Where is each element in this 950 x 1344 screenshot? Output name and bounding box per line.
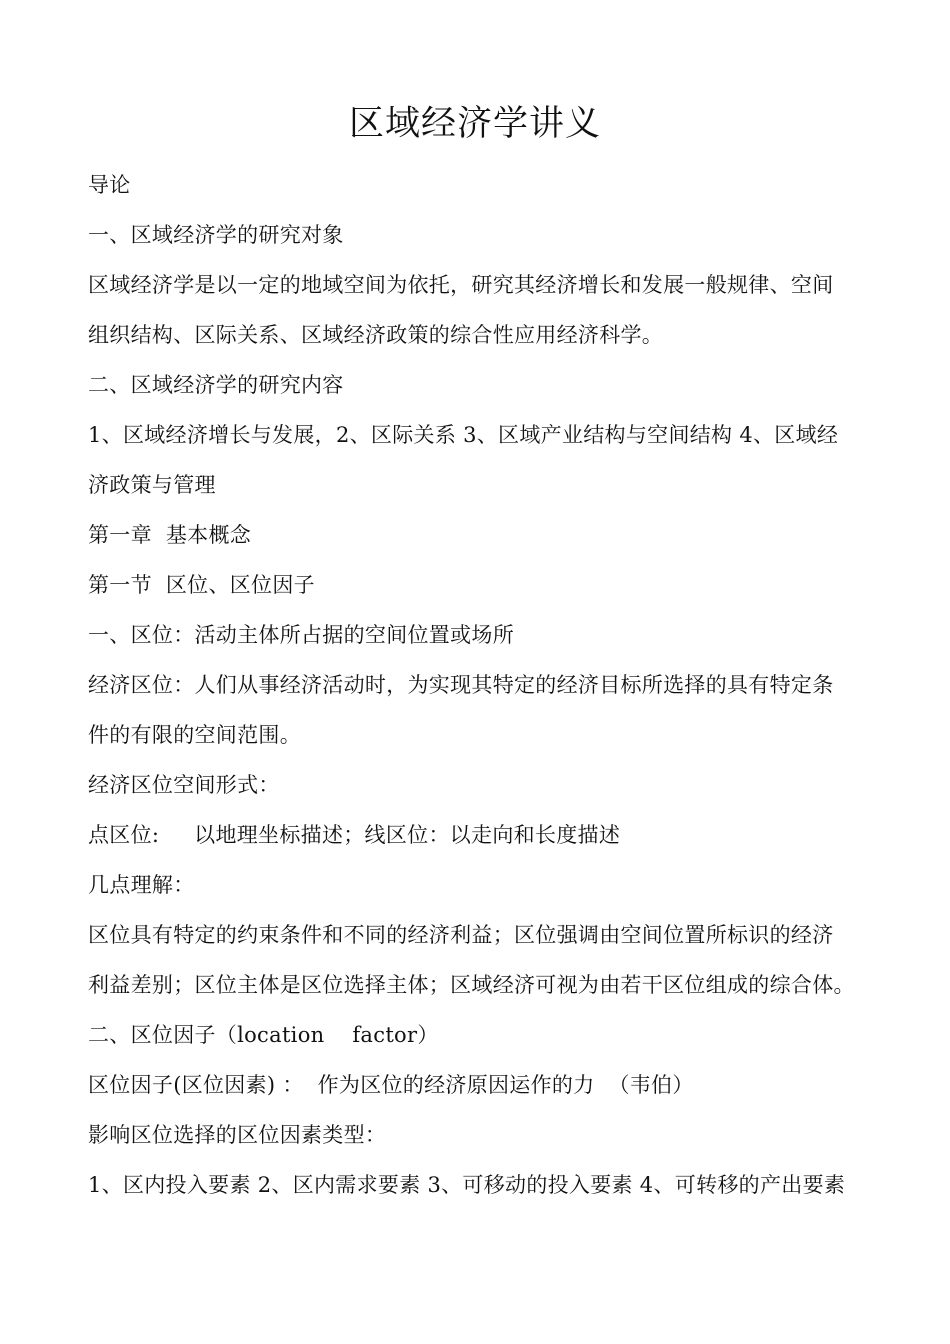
paragraph-line: 区位因子(区位因素) ： 作为区位的经济原因运作的力 （韦伯） [88,1073,694,1097]
paragraph-line: 1、区内投入要素 2、区内需求要素 3、可移动的投入要素 4、可转移的产出要素 [88,1173,846,1197]
document-body [88,160,868,1210]
section-heading: 第一节 区位、区位因子 [88,573,315,597]
section-heading: 一、区域经济学的研究对象 [88,223,344,247]
section-heading-intro: 导论 [88,173,131,197]
paragraph-line: 利益差别；区位主体是区位选择主体；区域经济可视为由若干区位组成的综合体。 [88,973,855,997]
paragraph-line: 1、区域经济增长与发展，2、区际关系 3、区域产业结构与空间结构 4、区域经 [88,423,839,447]
section-heading: 二、区域经济学的研究内容 [88,373,344,397]
paragraph-line: 一、区位：活动主体所占据的空间位置或场所 [88,623,514,647]
paragraph-line: 影响区位选择的区位因素类型： [88,1123,387,1147]
paragraph-line: 区位具有特定的约束条件和不同的经济利益；区位强调由空间位置所标识的经济 [88,923,834,947]
paragraph-line: 几点理解： [88,873,195,897]
section-heading: 二、区位因子（location factor） [88,1023,439,1047]
paragraph-line: 件的有限的空间范围。 [88,723,301,747]
paragraph-line: 区域经济学是以一定的地域空间为依托，研究其经济增长和发展一般规律、空间 [88,273,834,297]
paragraph-line: 经济区位：人们从事经济活动时，为实现其特定的经济目标所选择的具有特定条 [88,673,834,697]
document-title: 区域经济学讲义 [348,104,601,144]
paragraph-line: 组织结构、区际关系、区域经济政策的综合性应用经济科学。 [88,323,664,347]
paragraph-line: 济政策与管理 [88,473,216,497]
paragraph-line: 点区位: 以地理坐标描述；线区位：以走向和长度描述 [88,823,621,847]
chapter-heading: 第一章 基本概念 [88,523,252,547]
paragraph-line: 经济区位空间形式： [88,773,280,797]
